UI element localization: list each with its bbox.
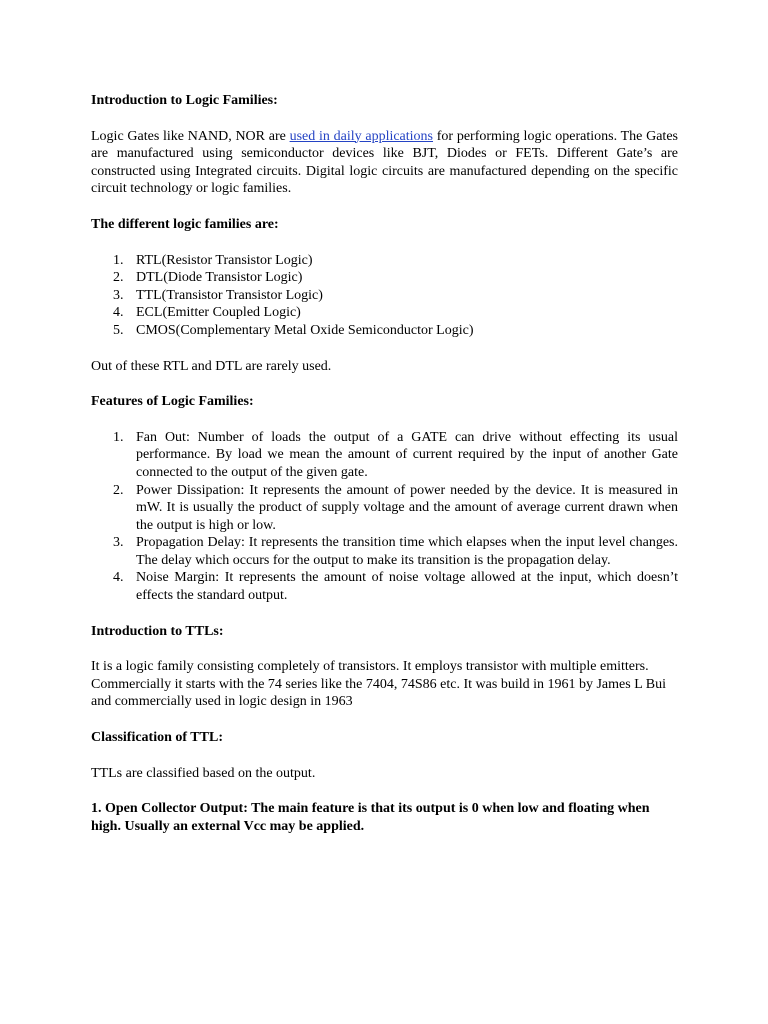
families-heading: The different logic families are: [91, 216, 279, 232]
list-number: 3. [113, 287, 124, 303]
ttl-classification-text: TTLs are classified based on the output. [91, 765, 316, 781]
ttl-intro-heading: Introduction to TTLs: [91, 623, 224, 639]
intro-heading: Introduction to Logic Families: [91, 93, 278, 108]
ttl-intro-paragraph: It is a logic family consisting completely of transistors. It employs transistor with multiple emitters. Commercially it starts with the 74 series like the 7404, 74S86 etc. It was build in 1961 by James L Bui and commercially used in logic design in 1963 [91, 659, 666, 710]
list-text: Fan Out: Number of loads the output of a GATE can drive without effecting its usual performance. By load we mean the amount of current required by the input of another Gate connected to the output of the given gate. [136, 429, 678, 480]
list-number: 4. [113, 305, 124, 321]
list-item [91, 252, 678, 270]
list-text: CMOS(Complementary Metal Oxide Semiconductor Logic) [136, 322, 474, 338]
logic-families-list [91, 252, 678, 340]
list-text: Noise Margin: It represents the amount of noise voltage allowed at the input, which doesn’t effects the standard output. [136, 570, 678, 604]
features-heading: Features of Logic Families: [91, 394, 254, 410]
list-item [91, 304, 678, 322]
list-item [91, 534, 678, 569]
list-text: RTL(Resistor Transistor Logic) [136, 252, 313, 268]
intro-text-start: Logic Gates like NAND, NOR are [91, 128, 290, 144]
list-text: TTL(Transistor Transistor Logic) [136, 287, 323, 303]
list-number: 1. [113, 429, 124, 445]
list-text: Power Dissipation: It represents the amount of power needed by the device. It is measured in mW. It is usually the product of supply voltage and the amount of average current drawn when the output is high or low. [136, 482, 678, 533]
list-item [91, 322, 678, 340]
list-item [91, 269, 678, 287]
list-item [91, 287, 678, 305]
list-number: 4. [113, 570, 124, 586]
list-number: 5. [113, 322, 124, 338]
list-number: 3. [113, 535, 124, 551]
features-list [91, 429, 678, 605]
list-number: 1. [113, 252, 124, 268]
list-number: 2. [113, 270, 124, 286]
list-text: Propagation Delay: It represents the transition time which elapses when the input level changes. The delay which occurs for the output to make its transition is the propagation delay. [136, 535, 678, 568]
list-text: DTL(Diode Transistor Logic) [136, 270, 303, 286]
list-item [91, 482, 678, 535]
list-text: ECL(Emitter Coupled Logic) [136, 305, 301, 321]
intro-paragraph [91, 128, 678, 198]
list-number: 2. [113, 482, 124, 498]
families-note: Out of these RTL and DTL are rarely used. [91, 358, 332, 374]
intro-text-end: for performing logic operations. The Gates are manufactured using semiconductor devices like BJT, Diodes or FETs. Different Gate’s are constructed using Integrated circuits. Digital logic circuits are manufactured depending on the specific circuit technology or logic families. [91, 128, 678, 197]
list-item [91, 569, 678, 604]
daily-applications-link[interactable]: used in daily applications [289, 128, 434, 144]
list-item [91, 429, 678, 482]
ttl-classification-heading: Classification of TTL: [91, 730, 223, 746]
open-collector-paragraph: 1. Open Collector Output: The main feature is that its output is 0 when low and floating when high. Usually an external Vcc may be applied. [91, 801, 650, 834]
document-page [91, 92, 678, 835]
